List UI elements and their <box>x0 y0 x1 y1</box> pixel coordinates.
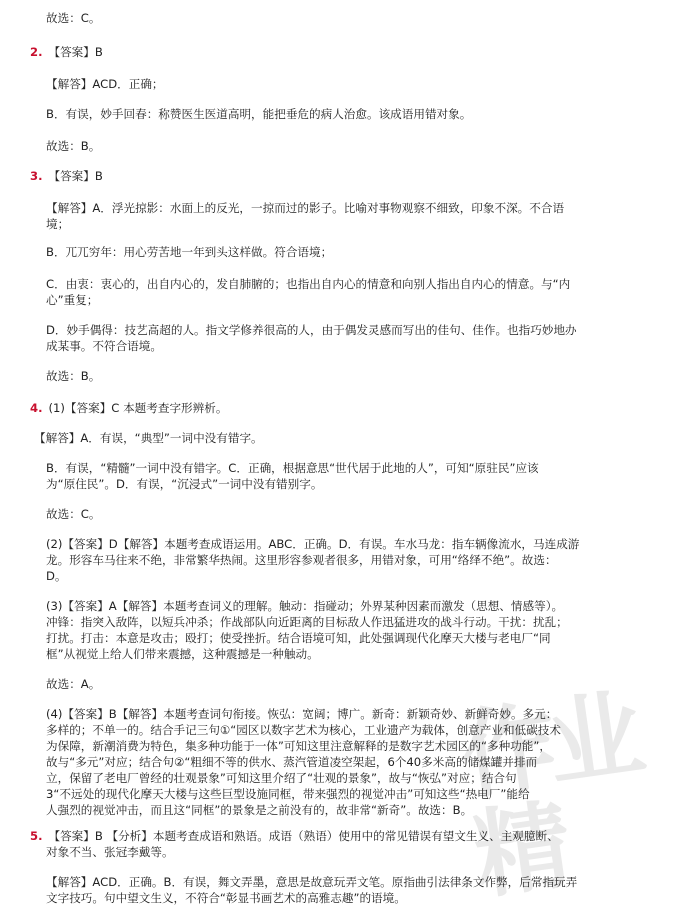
text-line: C．由衷：衷心的，出自内心的，发自肺腑的；也指出自内心的情意和向别人指出自内心的情意。与“内 <box>46 277 571 291</box>
text-line: 人强烈的视觉冲击，而且这“同框”的景象是之前没有的，故非常“新奇”。故选：B。 <box>46 803 473 817</box>
text-line: 故选：C。 <box>46 11 101 25</box>
question-number-3: 3. 【答案】B <box>30 169 103 183</box>
text-line: 多样的；不单一的。结合手记三句①“园区以数字艺术为核心，工业遗产为载体，创意产业和低碳技术 <box>46 723 561 737</box>
text-line: 【解答】A．浮光掠影：水面上的反光，一掠而过的影子。比喻对事物观察不细致，印象不深。不合语 <box>46 201 565 215</box>
text-line: 心”重复； <box>46 293 99 307</box>
text-line: 故选：B。 <box>46 139 101 153</box>
question-number-4: 4. (1)【答案】C 本题考查字形辨析。 <box>30 401 228 415</box>
text-line: B．有误，“精髓”一词中没有错字。C．正确，根据意思“世代居于此地的人”，可知“原驻民”应该 <box>46 461 539 475</box>
text-line: 立，保留了老电厂曾经的壮观景象”可知这里介绍了“壮观的景象”，故与“恢弘”对应；结合句 <box>46 771 517 785</box>
text-line: 冲锋：指突入敌阵，以短兵冲杀；作战部队向近距离的目标敌人作迅猛进攻的战斗行动。干扰：扰乱； <box>46 615 568 629</box>
text-line: 成某事。不符合语境。 <box>46 339 162 353</box>
text-line: (3)【答案】A【解答】本题考查词义的理解。触动：指碰动；外界某种因素而激发（思想、情感等）。 <box>46 599 564 613</box>
text-line: 3“不远处的现代化摩天大楼与这些巨型设施同框，带来强烈的视觉冲击”可知这些“热电厂”能给 <box>46 787 530 801</box>
watermark-logo: 作业精 <box>453 678 644 913</box>
text-line: (2)【答案】D【解答】本题考查成语运用。ABC．正确。D．有误。车水马龙：指车辆像流水，马连成游 <box>46 537 580 551</box>
text-line: 文字技巧。句中望文生义，不符合“彰显书画艺术的高雅志趣”的语境。 <box>46 891 406 905</box>
text-line: 打扰。打击：本意是攻击；殴打；使受挫折。结合语境可知，此处强调现代化摩天大楼与老电厂“同 <box>46 631 551 645</box>
question-number-5: 5. 【答案】B 【分析】本题考查成语和熟语。成语（熟语）使用中的常见错误有望文生义、主观臆断、 <box>30 829 559 843</box>
text-line: B．有误，妙手回春：称赞医生医道高明，能把垂危的病人治愈。该成语用错对象。 <box>46 107 472 121</box>
text-line: 故选：B。 <box>46 369 101 383</box>
text-line: 【解答】ACD．正确； <box>46 77 164 91</box>
text-line: 【解答】A．有误，“典型”一词中没有错字。 <box>34 431 263 445</box>
text-line: D。 <box>46 569 67 583</box>
text-line: (4)【答案】B【解答】本题考查词句衔接。恢弘：宽阔；博广。新奇：新颖奇妙、新鲜奇妙。多元： <box>46 707 558 721</box>
text-line: 【解答】ACD．正确。B．有误，舞文弄墨，意思是故意玩弄文笔。原指曲引法律条文作弊，后常指玩弄 <box>46 875 578 889</box>
text-line: 龙。形容车马往来不绝，非常繁华热闹。这里形容参观者很多，用错对象，可用“络绎不绝”。故选： <box>46 553 557 567</box>
text-line: 境； <box>46 217 70 231</box>
text-line: 故与“多元”对应；结合句②“粗细不等的供水、蒸汽管道凌空架起，6个40多米高的储煤罐并排而 <box>46 755 538 769</box>
text-line: 为“原住民”。D．有误，“沉浸式”一词中没有错别字。 <box>46 477 323 491</box>
text-line: 框”从视觉上给人们带来震撼，这种震撼是一种触动。 <box>46 647 319 661</box>
text-line: 对象不当、张冠李戴等。 <box>46 845 174 859</box>
text-line: 故选：A。 <box>46 677 101 691</box>
text-line: 故选：C。 <box>46 507 101 521</box>
text-line: D．妙手偶得：技艺高超的人。指文学修养很高的人，由于偶发灵感而写出的佳句、佳作。也指巧妙地办 <box>46 323 577 337</box>
text-line: 为保障，新潮消费为特色，集多种功能于一体”可知这里注意解释的是数字艺术园区的“多种功能”， <box>46 739 551 753</box>
question-number-2: 2. 【答案】B <box>30 45 103 59</box>
text-line: B．兀兀穷年：用心劳苦地一年到头这样做。符合语境； <box>46 245 333 259</box>
